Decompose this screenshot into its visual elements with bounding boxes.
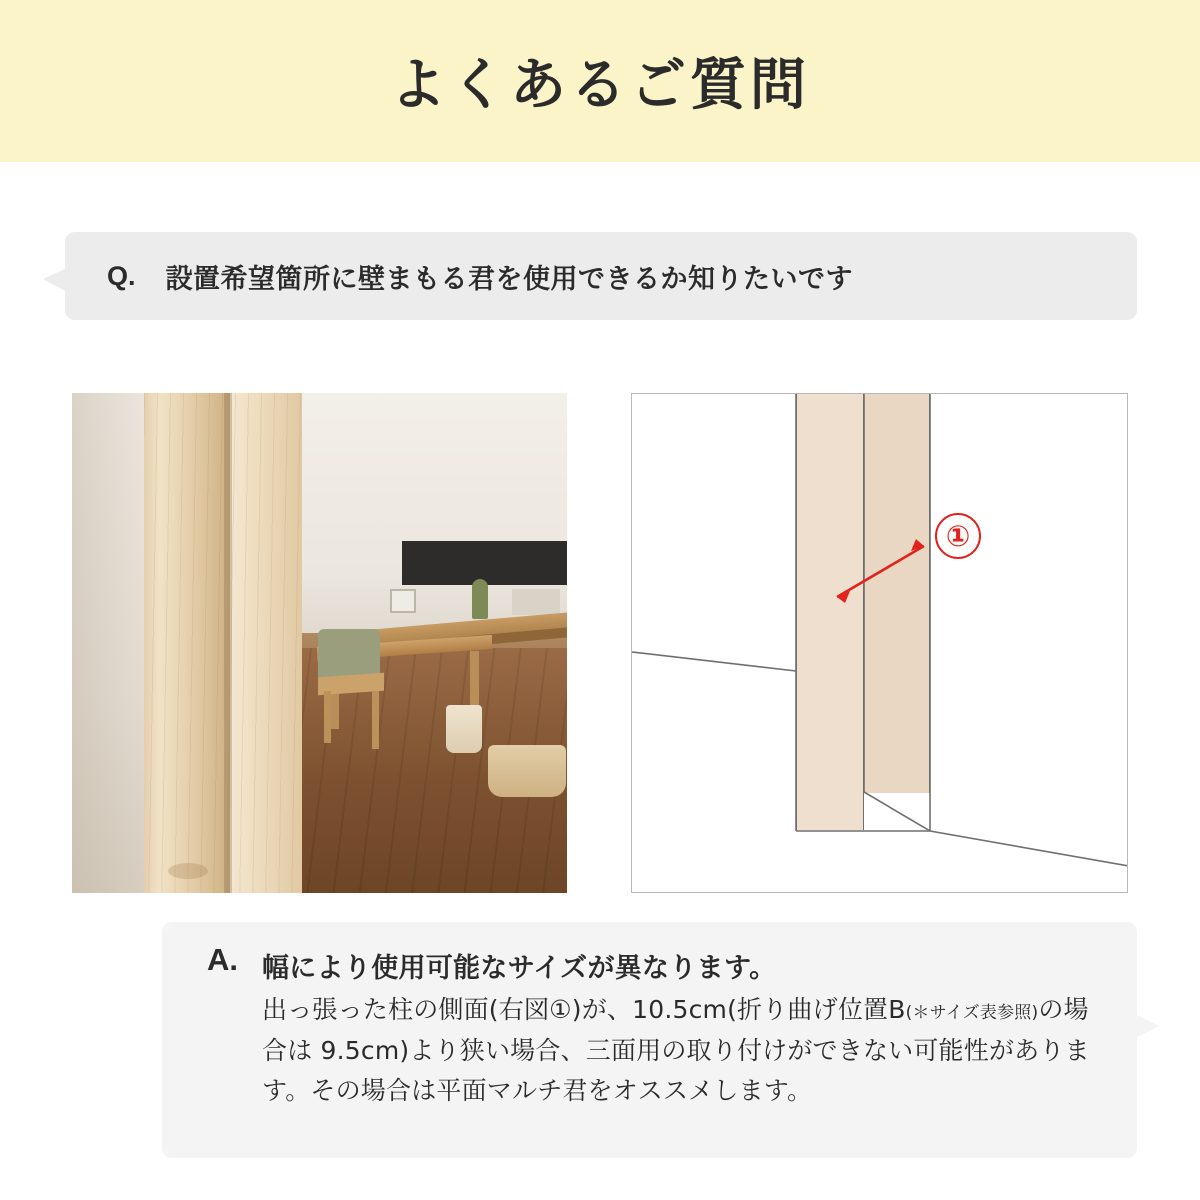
photo-plant <box>472 579 488 619</box>
photo-picture-frame <box>390 589 416 613</box>
pillar-diagram <box>631 393 1128 893</box>
photo-wood-knot <box>168 863 208 879</box>
media-row <box>72 393 1128 893</box>
answer-body-part2: の場合は 9.5cm)より狭い場合、三面用の取り付けができない可能性があります。その場合は平面マルチ君をオススメします。 <box>262 995 1090 1105</box>
question-marker: Q. <box>107 260 136 291</box>
photo-shelf <box>402 541 567 585</box>
page-title: よくあるご質問 <box>390 53 810 118</box>
answer-marker: A. <box>207 942 238 977</box>
corner-guard-photo <box>72 393 567 893</box>
callout-number-1: ① <box>935 513 981 559</box>
photo-basket <box>488 745 566 797</box>
answer-body-part1: 出っ張った柱の側面(右図①)が、10.5cm(折り曲げ位置B <box>262 995 906 1024</box>
question-text: 設置希望箇所に壁まもる君を使用できるか知りたいです <box>165 263 854 295</box>
photo-wood-grain <box>144 393 302 893</box>
photo-chair-leg <box>372 691 379 749</box>
photo-chair-leg <box>324 691 331 743</box>
answer-heading: 幅により使用可能なサイズが異なります。 <box>262 953 777 984</box>
photo-cup <box>446 705 482 753</box>
answer-bubble <box>162 922 1137 1158</box>
answer-body-note: (＊サイズ表参照) <box>905 1003 1039 1023</box>
photo-wall-shadow <box>72 393 146 893</box>
diagram-lines <box>632 394 1128 893</box>
answer-body <box>262 990 1107 1112</box>
photo-shelf-item <box>512 589 560 615</box>
question-bubble <box>65 232 1137 320</box>
